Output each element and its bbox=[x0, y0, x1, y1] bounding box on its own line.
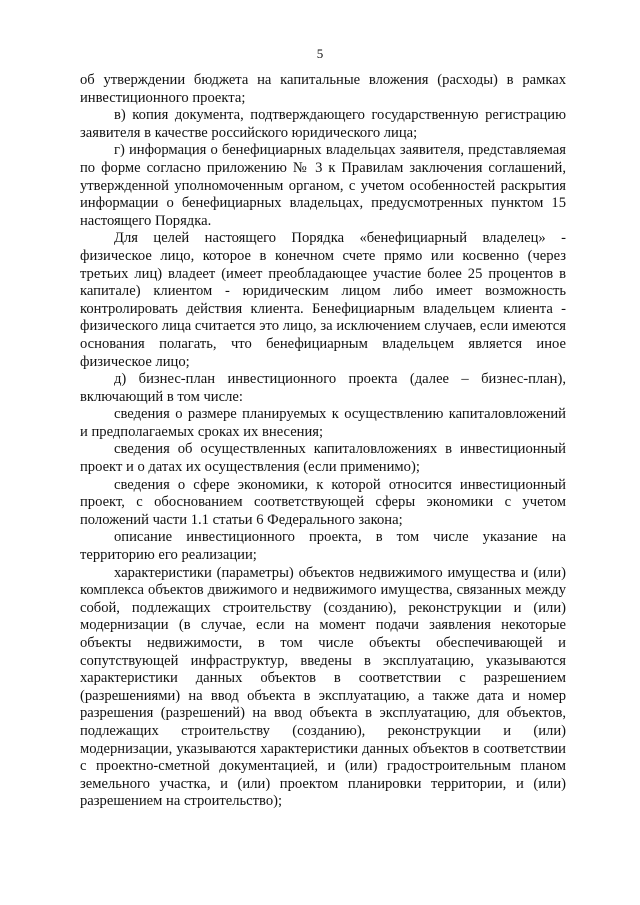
paragraph-item-v: в) копия документа, подтверждающего государственную регистрацию заявителя в качестве российского юридического лица; bbox=[80, 107, 566, 141]
paragraph-item-d: д) бизнес-план инвестиционного проекта (далее – бизнес-план), включающий в том числе: bbox=[80, 371, 566, 405]
paragraph-object-characteristics: характеристики (параметры) объектов недвижимого имущества и (или) комплекса объектов движимого и недвижимого имущества, связанных между собой, подлежащих строительству (созданию), реконструкции и (или) модернизации (в случае, если на момент подачи заявления некоторые объекты недвижимости, в том числе объекты обеспечивающей и сопутствующей инфраструктур, введены в эксплуатацию, указываются характеристики данных объектов в соответствии с разрешением (разрешениями) на ввод объекта в эксплуатацию, а также дата и номер разрешения (разрешений) на ввод объекта в эксплуатацию, для объектов, подлежащих строительству (созданию), реконструкции и (или) модернизации, указываются характеристики данных объектов в соответствии с проектно-сметной документацией, и (или) градостроительным планом земельного участка, и (или) проектом планировки территории, и (или) разрешением на строительство); bbox=[80, 564, 566, 810]
page-number: 5 bbox=[316, 46, 324, 61]
paragraph-economy-sector: сведения о сфере экономики, к которой относится инвестиционный проект, с обоснованием соответствующей сферы экономики с учетом положений части 1.1 статьи 6 Федерального закона; bbox=[80, 476, 566, 528]
paragraph-budget-continuation: об утверждении бюджета на капитальные вложения (расходы) в рамках инвестиционного проекта; bbox=[80, 72, 566, 106]
paragraph-beneficial-owner-definition: Для целей настоящего Порядка «бенефициарный владелец» - физическое лицо, которое в конечном счете прямо или косвенно (через третьих лиц) владеет (имеет преобладающее участие более 25 процентов в капитале) клиентом - юридическим лицом либо имеет возможность контролировать действия клиента. Бенефициарным владельцем клиента - физического лица считается это лицо, за исключением случаев, если имеются основания полагать, что бенефициарным владельцем является иное физическое лицо; bbox=[80, 230, 566, 370]
paragraph-investment-amounts: сведения о размере планируемых к осуществлению капиталовложений и предполагаемых сроках их внесения; bbox=[80, 406, 566, 440]
paragraph-project-description: описание инвестиционного проекта, в том числе указание на территорию его реализации; bbox=[80, 529, 566, 564]
document-body bbox=[80, 72, 566, 811]
paragraph-investments-made: сведения об осуществленных капиталовложениях в инвестиционный проект и о датах их осуществления (если применимо); bbox=[80, 441, 566, 476]
paragraph-item-g: г) информация о бенефициарных владельцах заявителя, представляемая по форме согласно приложению № 3 к Правилам заключения соглашений, утвержденной уполномоченным органом, с учетом особенностей раскрытия информации о бенефициарных владельцах, предусмотренных пунктом 15 настоящего Порядка. bbox=[80, 142, 566, 229]
